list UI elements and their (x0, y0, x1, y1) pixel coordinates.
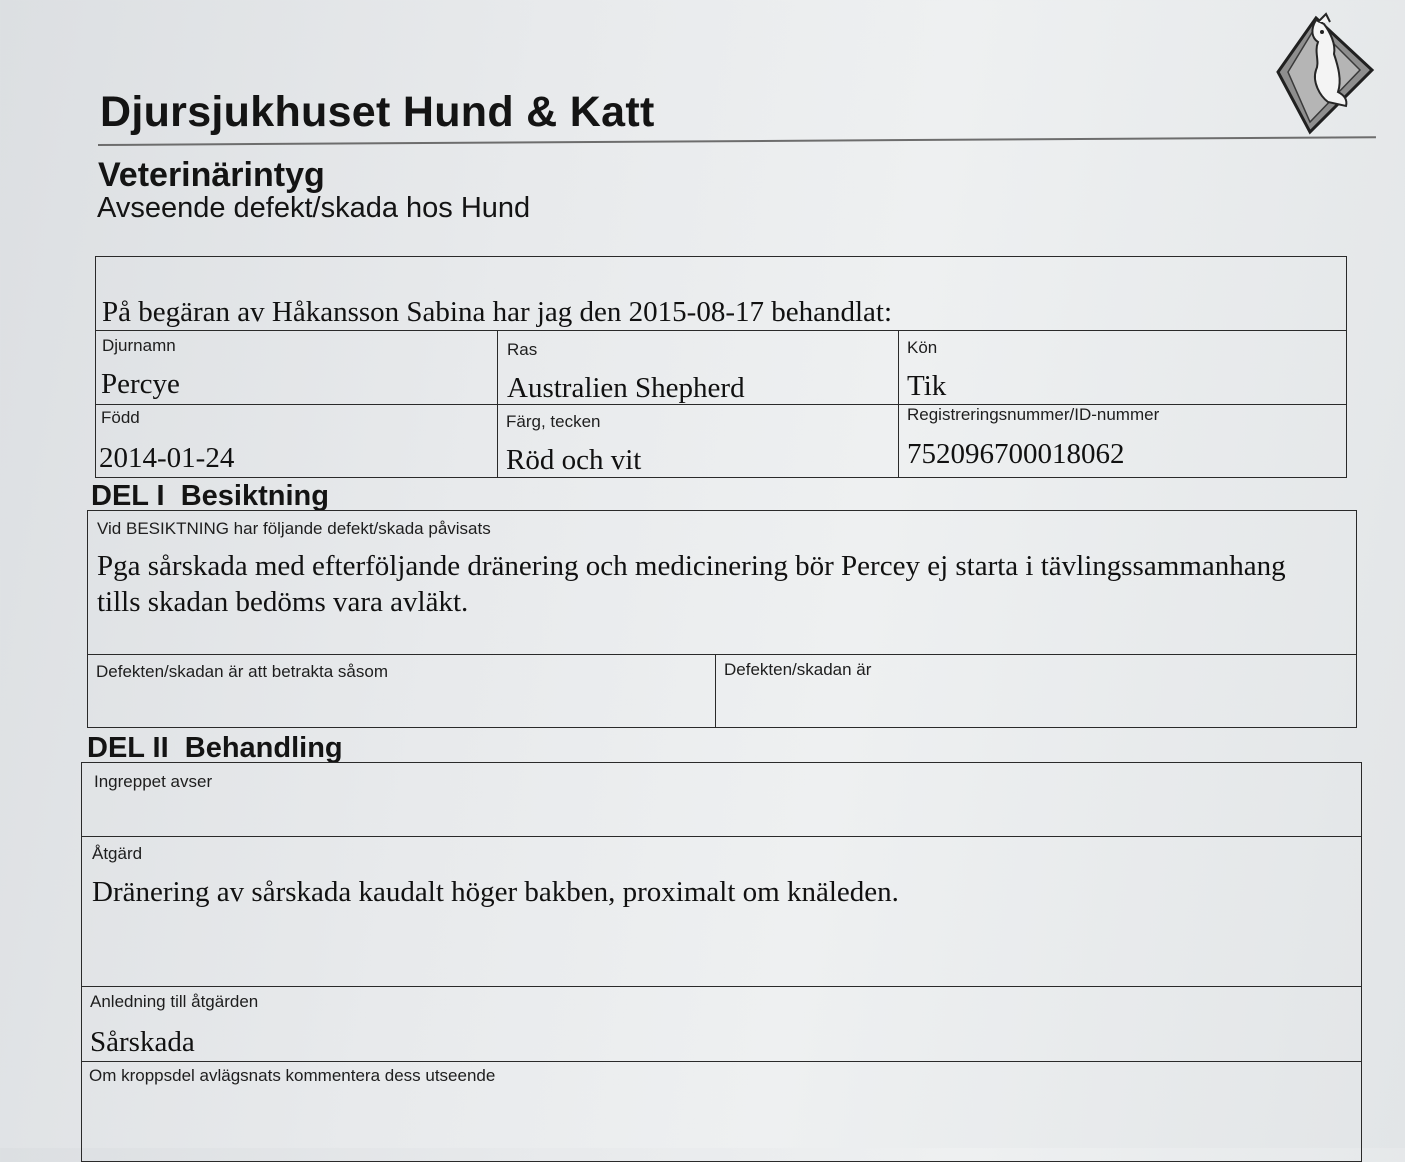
breed-label: Ras (507, 340, 538, 359)
finding-text-line1: Pga sårskada med efterföljande dränering och medicinering bör Percey ej starta i tävlingssammanhang (97, 550, 1286, 582)
request-text: På begäran av Håkansson Sabina har jag den 2015-08-17 behandlat: (102, 296, 893, 328)
consider-label: Defekten/skadan är att betrakta såsom (96, 662, 388, 681)
sex-label: Kön (907, 338, 938, 357)
status-label: Defekten/skadan är (724, 660, 872, 679)
clinic-name: Djursjukhuset Hund & Katt (100, 88, 655, 136)
born-label: Född (101, 408, 140, 427)
document-subtitle: Avseende defekt/skada hos Hund (97, 192, 531, 224)
section-heading-del1: DEL I Besiktning (91, 480, 329, 512)
section-heading-del2: DEL II Behandling (87, 732, 343, 764)
reason-label: Anledning till åtgärden (90, 992, 259, 1011)
action-value: Dränering av sårskada kaudalt höger bakben, proximalt om knäleden. (92, 876, 899, 908)
animal-info-box (95, 256, 1347, 478)
id-value: 752096700018062 (907, 438, 1125, 470)
removed-part-label: Om kroppsdel avlägsnats kommentera dess utseende (89, 1066, 496, 1085)
id-label: Registreringsnummer/ID-nummer (907, 405, 1160, 424)
reason-value: Sårskada (90, 1026, 195, 1058)
column-divider (898, 330, 899, 478)
born-value: 2014-01-24 (99, 442, 235, 474)
sex-value: Tik (907, 370, 947, 402)
header-divider (98, 136, 1376, 146)
row-divider (81, 836, 1362, 837)
treatment-box (81, 762, 1362, 1162)
column-divider (497, 330, 498, 478)
breed-value: Australien Shepherd (507, 372, 745, 404)
column-divider (715, 654, 716, 728)
color-label: Färg, tecken (506, 412, 601, 431)
row-divider (81, 986, 1362, 987)
animal-name-value: Percye (101, 368, 180, 400)
row-divider (81, 1061, 1362, 1062)
document-title: Veterinärintyg (98, 156, 325, 194)
procedure-label: Ingreppet avser (94, 772, 213, 791)
finding-label: Vid BESIKTNING har följande defekt/skada påvisats (97, 519, 491, 538)
animal-name-label: Djurnamn (102, 336, 176, 355)
inspection-box (87, 510, 1357, 728)
color-value: Röd och vit (506, 444, 642, 476)
row-divider (95, 330, 1347, 331)
action-label: Åtgärd (92, 844, 143, 863)
row-divider (87, 654, 1357, 655)
finding-text-line2: tills skadan bedöms vara avläkt. (97, 586, 469, 618)
dog-logo-icon (1276, 10, 1376, 136)
